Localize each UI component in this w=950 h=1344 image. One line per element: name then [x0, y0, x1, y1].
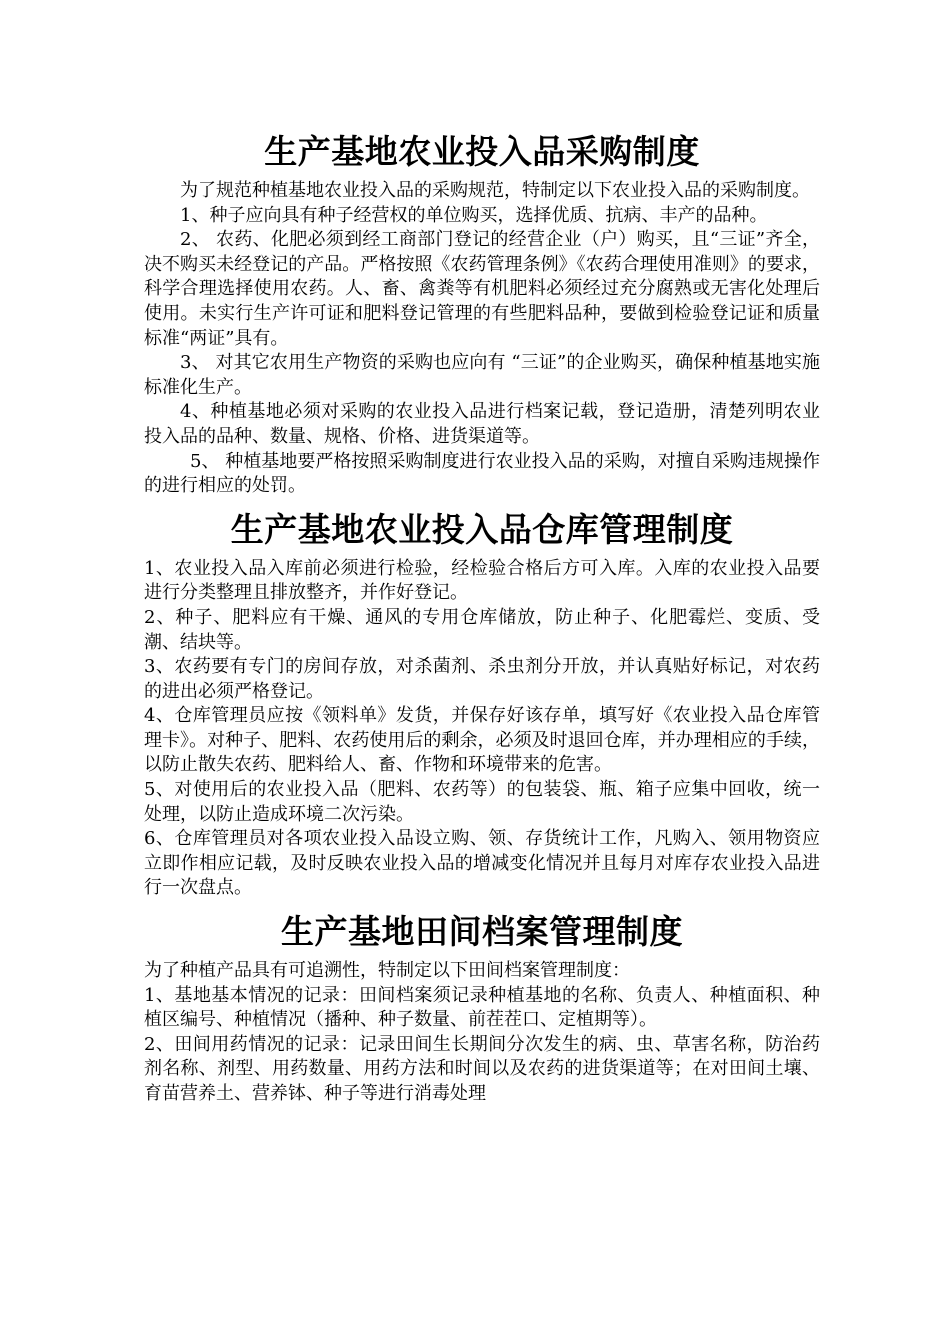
section-warehouse-policy [144, 503, 820, 901]
section-title-procurement: 生产基地农业投入品采购制度 [264, 132, 700, 171]
section-field-records-policy [144, 905, 820, 1107]
document-body [144, 125, 820, 1107]
section-title-field-records: 生产基地田间档案管理制度 [281, 912, 683, 952]
paragraph: 6、仓库管理员对各项农业投入品设立购、领、存货统计工作，凡购入、领用物资应立即作相应记载，及时反映农业投入品的增减变化情况并且每月对库存农业投入品进行一次盘点。 [144, 828, 820, 899]
paragraph: 5、对使用后的农业投入品（肥料、农药等）的包装袋、瓶、箱子应集中回收，统一处理，以防止造成环境二次污染。 [144, 779, 820, 825]
paragraph: 1、农业投入品入库前必须进行检验，经检验合格后方可入库。入库的农业投入品要进行分类整理且排放整齐，并作好登记。 [144, 557, 820, 604]
section-procurement-policy [144, 125, 820, 499]
paragraph: 2、种子、肥料应有干燥、通风的专用仓库储放，防止种子、化肥霉烂、变质、受潮、结块等。 [144, 606, 820, 653]
paragraph: 3、农药要有专门的房间存放，对杀菌剂、杀虫剂分开放，并认真贴好标记，对农药的进出必须严格登记。 [144, 656, 820, 702]
paragraph: 为了种植产品具有可追溯性，特制定以下田间档案管理制度： [144, 960, 630, 982]
paragraph: 为了规范种植基地农业投入品的采购规范，特制定以下农业投入品的采购制度。 [180, 180, 810, 201]
paragraph: 4、种植基地必须对采购的农业投入品进行档案记载，登记造册，清楚列明农业投入品的品种、数量、规格、价格、进货渠道等。 [144, 401, 820, 447]
paragraph: 5、 种植基地要严格按照采购制度进行农业投入品的采购，对擅自采购违规操作的进行相应的处罚。 [144, 450, 820, 497]
section-title-warehouse: 生产基地农业投入品仓库管理制度 [230, 509, 734, 549]
paragraph: 4、仓库管理员应按《领料单》发货，并保存好该存单，填写好《农业投入品仓库管理卡》。对种子、肥料、农药使用后的剩余，必须及时退回仓库，并办理相应的手续，以防止散失农药、肥料给人、畜、作物和环境带来的危害。 [144, 705, 820, 776]
paragraph: 1、种子应向具有种子经营权的单位购买，选择优质、抗病、丰产的品种。 [180, 204, 768, 226]
paragraph: 3、 对其它农用生产物资的采购也应向有 “三证”的企业购买，确保种植基地实施标准化生产。 [144, 352, 820, 398]
paragraph: 2、 农药、化肥必须到经工商部门登记的经营企业（户）购买，且“三证”齐全，决不购买未经登记的产品。严格按照《农药管理条例》《农药合理使用准则》的要求，科学合理选择使用农药。人、畜、禽粪等有机肥料必须经过充分腐熟或无害化处理后使用。未实行生产许可证和肥料登记管理的有些肥料品种，要做到检验登记证和质量标准“两证”具有。 [144, 229, 820, 349]
paragraph: 1、基地基本情况的记录：田间档案须记录种植基地的名称、负责人、种植面积、种植区编号、种植情况（播种、种子数量、前茬茬口、定植期等）。 [144, 984, 820, 1031]
paragraph: 2、田间用药情况的记录：记录田间生长期间分次发生的病、虫、草害名称，防治药剂名称、剂型、用药数量、用药方法和时间以及农药的进货渠道等；在对田间土壤、育苗营养土、营养钵、种子等进行消毒处理 [144, 1033, 820, 1104]
